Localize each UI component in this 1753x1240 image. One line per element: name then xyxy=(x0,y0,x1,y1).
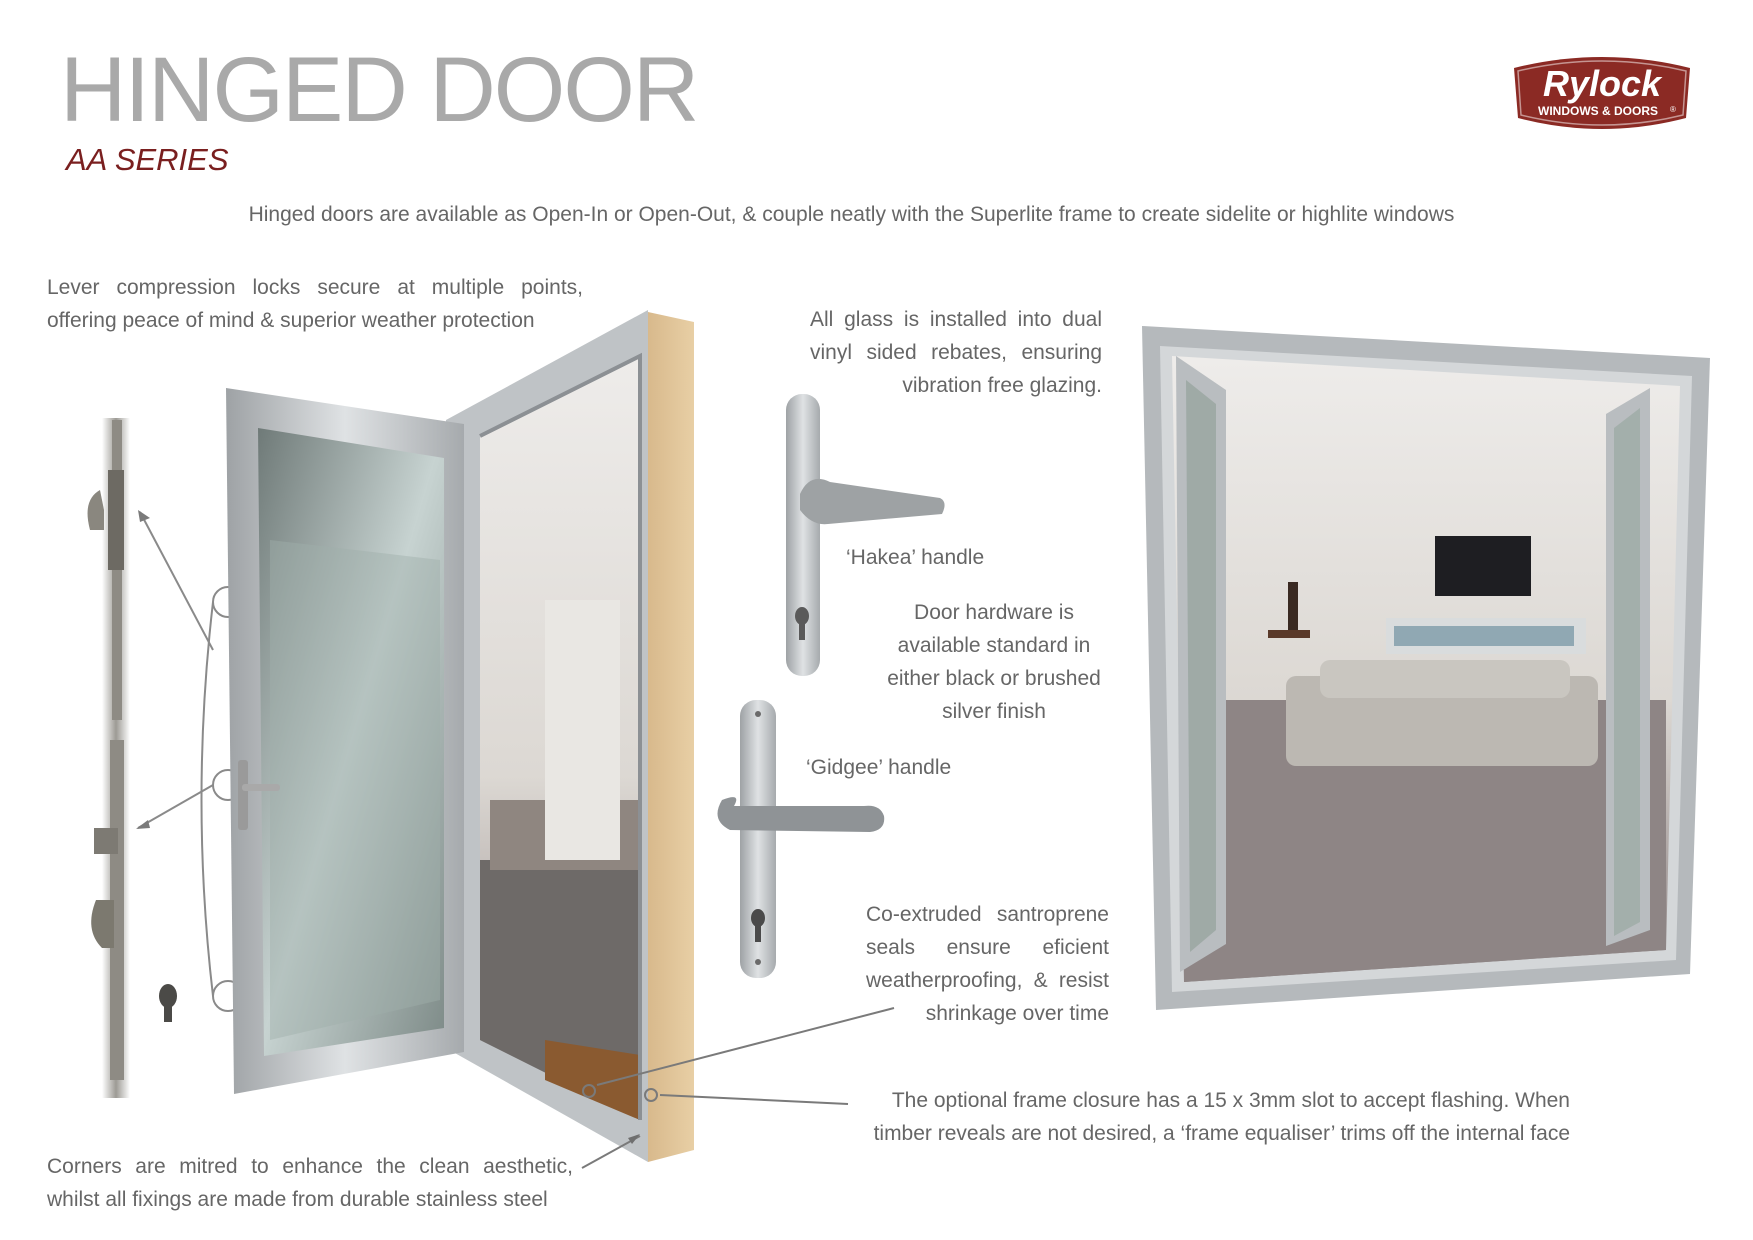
caption-hardware-line-4: silver finish xyxy=(942,700,1046,723)
hinged-door-photo xyxy=(226,310,694,1162)
caption-locks-line-1: Lever compression locks secure at multiple points, xyxy=(47,276,583,299)
page-title: HINGED DOOR xyxy=(60,39,698,141)
caption-glass-line-1: All glass is installed into dual xyxy=(810,308,1102,331)
logo-registered: ® xyxy=(1670,105,1676,114)
logo-tagline: WINDOWS & DOORS xyxy=(1538,104,1658,118)
caption-seals-line-1: Co-extruded santroprene xyxy=(866,903,1109,926)
caption-corners-line-2: whilst all fixings are made from durable stainless steel xyxy=(47,1188,548,1211)
caption-locks-line-2: offering peace of mind & superior weather protection xyxy=(47,309,535,332)
caption-hakea: ‘Hakea’ handle xyxy=(846,546,985,569)
caption-seals-line-2: seals ensure eficient xyxy=(866,936,1109,959)
caption-hardware xyxy=(874,596,1114,728)
caption-hardware-line-2: available standard in xyxy=(897,634,1091,657)
caption-hardware-line-3: either black or brushed xyxy=(887,667,1101,690)
caption-seals-line-4: shrinkage over time xyxy=(925,1002,1109,1025)
caption-hardware-line-1: Door hardware is xyxy=(914,601,1074,624)
caption-glass-line-2: vinyl sided rebates, ensuring xyxy=(810,341,1102,364)
caption-seals xyxy=(866,898,1109,1030)
caption-gidgee: ‘Gidgee’ handle xyxy=(806,756,952,779)
caption-closure-line-2: timber reveals are not desired, a ‘frame equaliser’ trims off the internal face xyxy=(873,1122,1570,1145)
room-double-doors-photo xyxy=(1142,326,1710,1010)
caption-corners-line-1: Corners are mitred to enhance the clean aesthetic, xyxy=(47,1155,573,1178)
logo-brand: Rylock xyxy=(1542,63,1662,104)
caption-seals-line-3: weatherproofing, & resist xyxy=(866,969,1109,992)
caption-corners xyxy=(47,1150,573,1216)
caption-closure xyxy=(820,1084,1570,1150)
caption-locks xyxy=(47,271,583,337)
page-subtitle: AA SERIES xyxy=(66,142,229,177)
lock-arrowheads xyxy=(136,510,150,829)
intro-text: Hinged doors are available as Open-In or Open-Out, & couple neatly with the Superlite frame to create sidelite or highlite windows xyxy=(248,203,1455,226)
multipoint-lock xyxy=(88,418,177,1098)
lock-callouts xyxy=(138,512,243,1011)
caption-glass-line-3: vibration free glazing. xyxy=(902,374,1102,397)
caption-closure-line-1: The optional frame closure has a 15 x 3mm slot to accept flashing. When xyxy=(891,1089,1570,1112)
gidgee-handle xyxy=(718,700,885,978)
caption-glass xyxy=(810,303,1102,402)
